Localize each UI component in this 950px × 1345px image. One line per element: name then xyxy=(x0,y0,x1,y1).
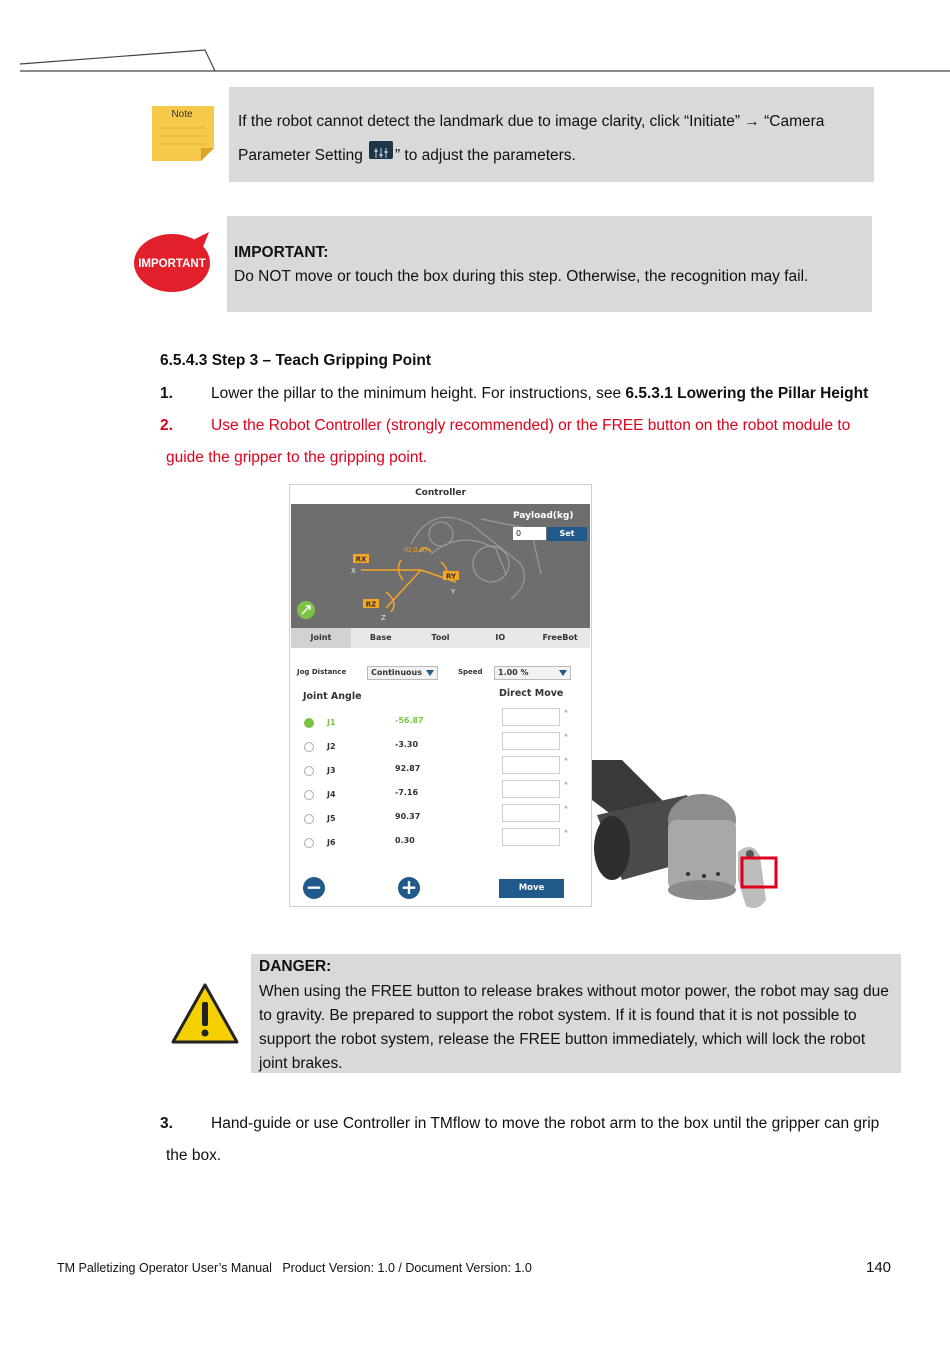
payload-label: Payload(kg) xyxy=(513,511,574,521)
degree-unit: ° xyxy=(564,829,568,838)
direct-move-input[interactable] xyxy=(502,708,560,726)
robot-axes-graphic xyxy=(291,504,590,628)
joint-value: -7.16 xyxy=(395,788,419,797)
tab-base[interactable]: Base xyxy=(369,633,392,642)
joint-value: 0.30 xyxy=(395,836,415,845)
chevron-down-icon xyxy=(559,670,567,676)
step-3-line-2: the box. xyxy=(166,1147,222,1164)
direct-move-heading: Direct Move xyxy=(499,688,564,699)
important-callout xyxy=(227,216,872,312)
set-payload-button[interactable]: Set xyxy=(547,527,587,541)
step-2-line-2: guide the gripper to the gripping point. xyxy=(166,449,428,466)
important-text: Do NOT move or touch the box during this step. Otherwise, the recognition may fail. xyxy=(234,268,809,285)
danger-callout xyxy=(251,954,901,1073)
controller-title: Controller xyxy=(415,488,466,498)
axis-x-label: X xyxy=(351,567,356,575)
degree-unit: ° xyxy=(564,781,568,790)
axis-z-label: Z xyxy=(381,614,386,622)
degree-unit: ° xyxy=(564,757,568,766)
axis-rz-label: RZ xyxy=(365,600,377,609)
speed-select[interactable] xyxy=(494,666,571,680)
important-icon xyxy=(133,232,213,294)
origin-label: (0,0,0) xyxy=(404,546,428,554)
joint-radio-j1[interactable] xyxy=(304,718,314,728)
controller-tabs xyxy=(291,628,590,648)
footer-manual-title: TM Palletizing Operator User’s Manual xyxy=(57,1261,272,1275)
header-rule xyxy=(0,40,950,80)
joint-radio-j4[interactable] xyxy=(304,790,314,800)
plus-icon[interactable]: + xyxy=(398,877,420,899)
move-button[interactable]: Move xyxy=(499,879,564,898)
joint-value: 92.87 xyxy=(395,764,421,773)
degree-unit: ° xyxy=(564,709,568,718)
joint-name: J4 xyxy=(327,790,336,799)
joint-value: -3.30 xyxy=(395,740,419,749)
joint-radio-j2[interactable] xyxy=(304,742,314,752)
danger-text: When using the FREE button to release brakes without motor power, the robot may sag due to gravity. Be prepared to support the robot system. If it is found that it is not possible to support the robot system, release the FREE button immediately, which will lock the robot joint brakes. xyxy=(259,983,889,1072)
joint-radio-j3[interactable] xyxy=(304,766,314,776)
step-1-body: Lower the pillar to the minimum height. For instructions, see xyxy=(211,385,626,402)
step-3-number: 3. xyxy=(160,1115,173,1132)
axis-y-label: Y xyxy=(451,588,456,596)
note-text xyxy=(238,105,860,173)
speed-value: 1.00 % xyxy=(498,668,529,677)
degree-unit: ° xyxy=(564,733,568,742)
robot-arm-image xyxy=(592,760,782,912)
direct-move-input[interactable] xyxy=(502,756,560,774)
direct-move-input[interactable] xyxy=(502,732,560,750)
important-icon-label: IMPORTANT xyxy=(138,258,206,270)
section-title: 6.5.4.3 Step 3 – Teach Gripping Point xyxy=(160,352,432,369)
note-callout xyxy=(229,87,874,182)
axis-rx-label: RX xyxy=(355,555,367,564)
footer-text xyxy=(57,1261,532,1275)
joint-name: J1 xyxy=(327,718,336,727)
joint-name: J3 xyxy=(327,766,336,775)
degree-unit: ° xyxy=(564,805,568,814)
note-text-after: ” to adjust the parameters. xyxy=(394,147,576,164)
step-3-line-1: Hand-guide or use Controller in TMflow to move the robot arm to the box until the gripper can grip xyxy=(211,1115,880,1132)
important-title: IMPORTANT: xyxy=(234,244,329,261)
note-icon-label: Note xyxy=(171,109,193,120)
joint-angle-heading: Joint Angle xyxy=(303,691,362,702)
controller-3d-view xyxy=(291,504,590,628)
warning-triangle-icon xyxy=(170,982,240,1046)
step-1-number: 1. xyxy=(160,385,173,402)
page-number: 140 xyxy=(866,1259,892,1276)
tab-io[interactable]: IO xyxy=(495,633,506,642)
joint-name: J2 xyxy=(327,742,336,751)
tab-joint[interactable]: Joint xyxy=(291,628,351,648)
tab-tool[interactable]: Tool xyxy=(431,633,450,642)
joint-value: -56.87 xyxy=(395,716,424,725)
axis-ry-label: RY xyxy=(445,572,457,581)
tab-freebot[interactable]: FreeBot xyxy=(542,633,578,642)
chevron-down-icon xyxy=(426,670,434,676)
joint-name: J5 xyxy=(327,814,336,823)
speed-label: Speed xyxy=(458,668,483,676)
joint-value: 90.37 xyxy=(395,812,421,821)
direct-move-input[interactable] xyxy=(502,780,560,798)
controller-screenshot xyxy=(289,484,592,907)
payload-input[interactable]: 0 xyxy=(513,527,546,540)
joint-radio-j5[interactable] xyxy=(304,814,314,824)
joint-name: J6 xyxy=(327,838,336,847)
danger-title: DANGER: xyxy=(259,958,332,975)
footer-version: Product Version: 1.0 / Document Version: 1.0 xyxy=(282,1261,532,1275)
step-1-text xyxy=(211,385,868,403)
minus-icon[interactable]: − xyxy=(303,877,325,899)
step-2-line-1: Use the Robot Controller (strongly recommended) or the FREE button on the robot module to xyxy=(211,417,851,434)
note-icon xyxy=(152,106,214,161)
direct-move-input[interactable] xyxy=(502,828,560,846)
note-text-before: If the robot cannot detect the landmark due to image clarity, click “Initiate” → “Camera Parameter Setting xyxy=(238,113,825,164)
jog-distance-select[interactable] xyxy=(367,666,438,680)
step-1-reference: 6.5.3.1 Lowering the Pillar Height xyxy=(625,385,869,402)
jog-distance-label: Jog Distance xyxy=(297,668,347,676)
jog-distance-value: Continuous xyxy=(371,668,422,677)
joint-radio-j6[interactable] xyxy=(304,838,314,848)
direct-move-input[interactable] xyxy=(502,804,560,822)
step-2-number: 2. xyxy=(160,417,173,434)
camera-parameter-setting-icon xyxy=(369,141,393,159)
